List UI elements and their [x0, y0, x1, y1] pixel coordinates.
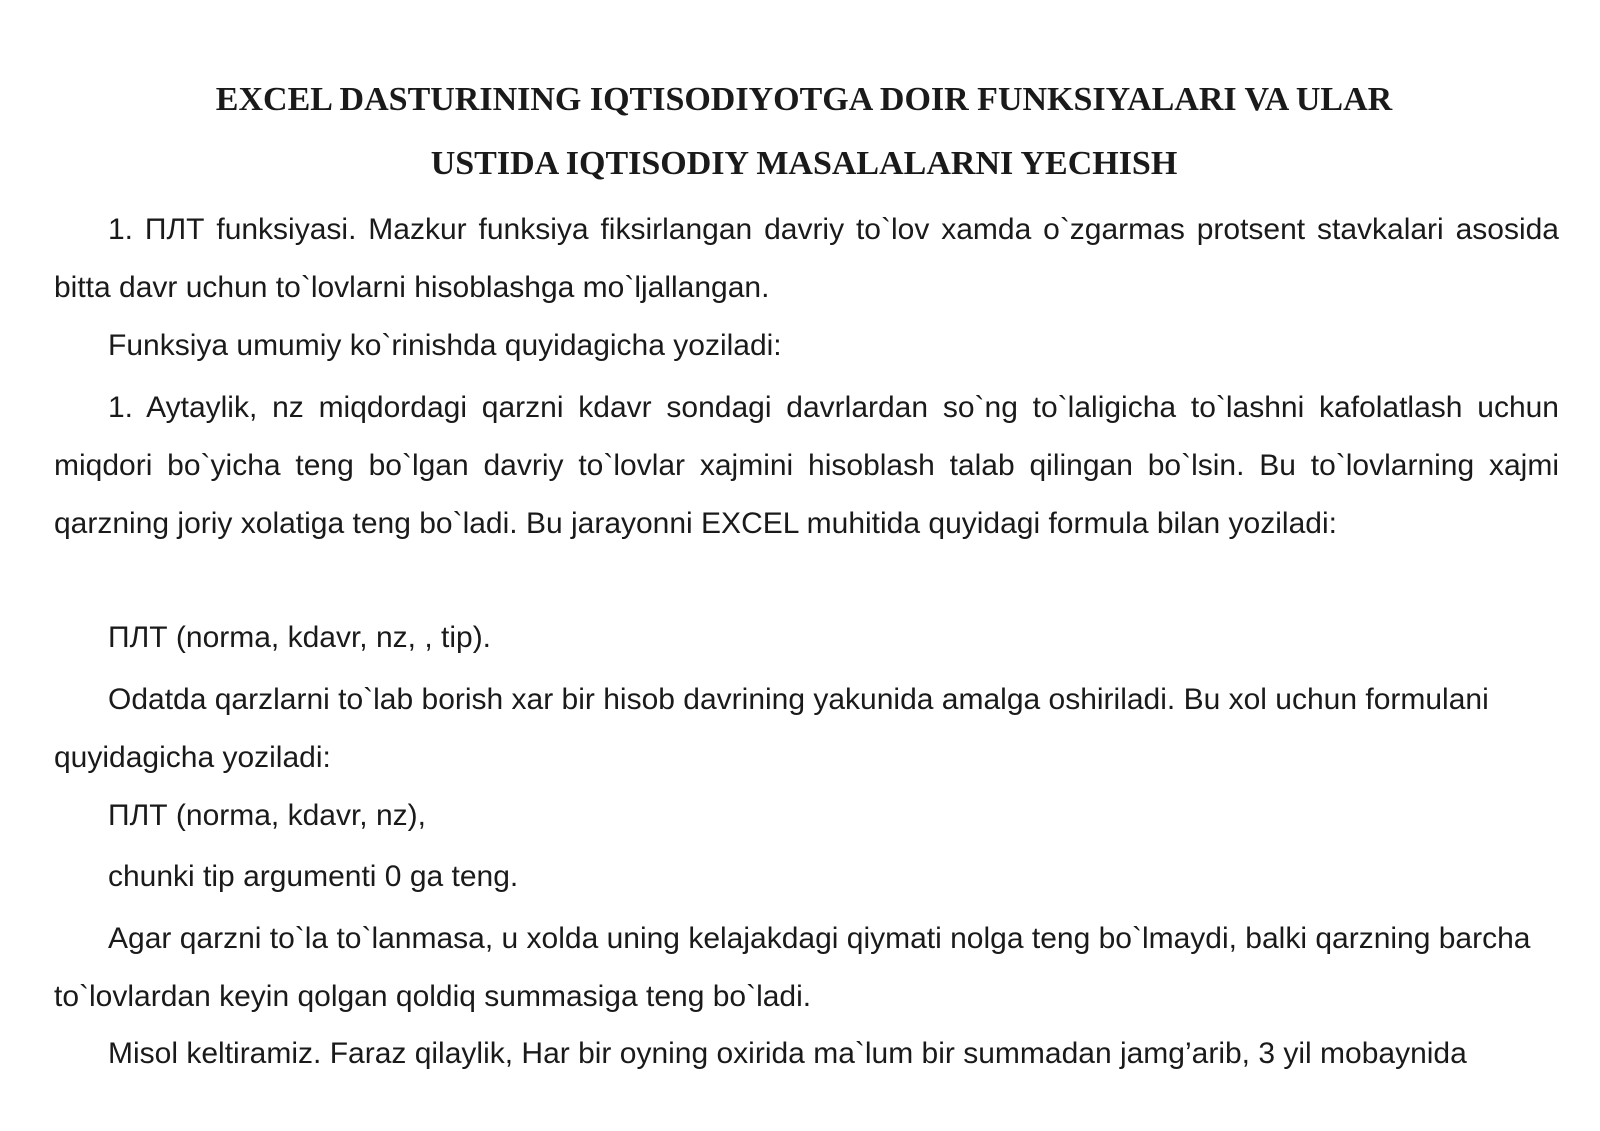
paragraph-type-zero: chunki tip argumenti 0 ga teng.	[108, 860, 519, 893]
paragraph-plt-function: 1. ПЛТ funksiyasi. Mazkur funksiya fiksirlangan davriy to`lov xamda o`zgarmas protsent stavkalari asosida bitta davr uchun to`lovlarni hisoblashga mo`ljallangan.	[54, 213, 1559, 304]
document-title-line-2: USTIDA IQTISODIY MASALALARNI YECHISH	[430, 145, 1178, 182]
paragraph-example-savings: Misol keltiramiz. Faraz qilaylik, Har bir oyning oxirida ma`lum bir summadan jamg’arib, 3 yil mobaynida	[108, 1037, 1467, 1070]
paragraph-period-end: Odatda qarzlarni to`lab borish xar bir hisob davrining yakunida amalga oshiriladi. Bu xol uchun formulani quyidagicha yoziladi:	[54, 683, 1489, 774]
formula-plt-with-type: ПЛТ (norma, kdavr, nz, , tip).	[108, 621, 492, 654]
paragraph-general-form: Funksiya umumiy ko`rinishda quyidagicha yoziladi:	[108, 329, 782, 362]
document-title-line-1: EXCEL DASTURINING IQTISODIYOTGA DOIR FUNKSIYALARI VA ULAR	[215, 81, 1393, 118]
paragraph-example-debt: 1. Aytaylik, nz miqdordagi qarzni kdavr sondagi davrlardan so`ng to`laligicha to`lashni kafolatlash uchun miqdori bo`yicha teng bo`lgan davriy to`lovlar xajmini hisoblash talab qilingan bo`lsin. Bu to`lovlarning xajmi qarzning joriy xolatiga teng bo`ladi. Bu jarayonni EXCEL muhitida quyidagi formula bilan yoziladi:	[54, 391, 1559, 540]
paragraph-future-value: Agar qarzni to`la to`lanmasa, u xolda uning kelajakdagi qiymati nolga teng bo`lmaydi, balki qarzning barcha to`lovlardan keyin qolgan qoldiq summasiga teng bo`ladi.	[54, 922, 1531, 1013]
formula-plt-basic: ПЛТ (norma, kdavr, nz),	[108, 799, 426, 832]
